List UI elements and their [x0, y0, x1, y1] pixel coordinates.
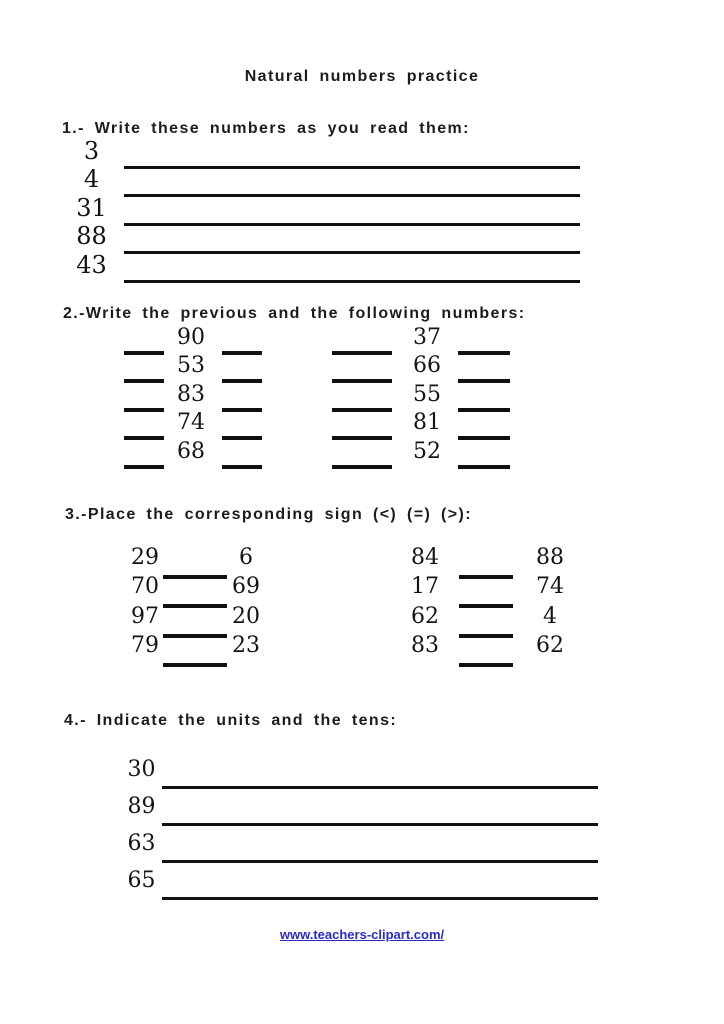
- units-tens-row: [124, 752, 598, 789]
- number-label: 74: [536, 574, 564, 600]
- number-label: 69: [232, 574, 260, 600]
- prev-next-row: [124, 355, 524, 384]
- following-line: [458, 408, 510, 412]
- sign-line: [163, 604, 227, 608]
- sign-line: [459, 634, 513, 638]
- read-number-row: [74, 193, 580, 228]
- number-label: 68: [177, 438, 205, 464]
- sign-line: [163, 575, 227, 579]
- number-label: 20: [232, 603, 260, 629]
- section-4-heading: 4.- Indicate the units and the tens:: [64, 712, 398, 729]
- following-line: [222, 465, 262, 469]
- answer-line: [162, 897, 598, 900]
- sign-line: [163, 634, 227, 638]
- previous-line: [124, 436, 164, 440]
- prev-next-row: [124, 412, 524, 441]
- following-line: [222, 408, 262, 412]
- following-line: [458, 351, 510, 355]
- number-label: 63: [127, 831, 156, 856]
- read-number-row: [74, 165, 580, 200]
- answer-line: [124, 251, 580, 254]
- number-label: 62: [411, 603, 439, 629]
- number-label: 23: [232, 633, 260, 659]
- number-label: 66: [413, 353, 441, 379]
- answer-line: [162, 786, 598, 789]
- read-number-row: [74, 136, 580, 171]
- prev-next-row: [124, 440, 524, 469]
- answer-line: [124, 194, 580, 197]
- compare-row: [123, 603, 583, 638]
- following-line: [222, 379, 262, 383]
- number-label: 84: [411, 544, 439, 570]
- answer-line: [162, 860, 598, 863]
- footer-link[interactable]: www.teachers-clipart.com/: [279, 927, 445, 942]
- number-label: 37: [413, 324, 441, 350]
- section-2-rows: [124, 326, 524, 469]
- previous-line: [124, 408, 164, 412]
- previous-line: [332, 436, 392, 440]
- number-label: 83: [177, 381, 205, 407]
- section-3-heading: 3.-Place the corresponding sign (<) (=) (>):: [65, 506, 472, 523]
- answer-line: [124, 280, 580, 283]
- previous-line: [332, 465, 392, 469]
- number-label: 97: [131, 603, 159, 629]
- number-label: 83: [411, 633, 439, 659]
- number-label: 3: [83, 136, 100, 165]
- number-label: 62: [536, 633, 564, 659]
- number-label: 81: [413, 410, 441, 436]
- number-label: 43: [76, 250, 107, 279]
- number-label: 55: [413, 381, 441, 407]
- following-line: [222, 351, 262, 355]
- number-label: 6: [239, 544, 253, 570]
- following-line: [458, 379, 510, 383]
- previous-line: [332, 408, 392, 412]
- previous-line: [124, 379, 164, 383]
- section-1-rows: [74, 136, 580, 285]
- number-label: 90: [177, 324, 205, 350]
- previous-line: [332, 379, 392, 383]
- answer-line: [124, 166, 580, 169]
- previous-line: [124, 465, 164, 469]
- number-label: 88: [76, 222, 107, 251]
- sign-line: [459, 663, 513, 667]
- number-label: 88: [536, 544, 564, 570]
- number-label: 4: [83, 165, 100, 194]
- number-label: 89: [127, 794, 156, 819]
- units-tens-row: [124, 789, 598, 826]
- previous-line: [124, 351, 164, 355]
- compare-row: [123, 544, 583, 579]
- section-4-rows: [124, 752, 598, 900]
- number-label: 53: [177, 353, 205, 379]
- answer-line: [162, 823, 598, 826]
- number-label: 52: [413, 438, 441, 464]
- following-line: [458, 465, 510, 469]
- following-line: [222, 436, 262, 440]
- sign-line: [459, 604, 513, 608]
- answer-line: [124, 223, 580, 226]
- number-label: 29: [131, 544, 159, 570]
- page-title: Natural numbers practice: [244, 68, 480, 85]
- number-label: 74: [177, 410, 205, 436]
- sign-line: [459, 575, 513, 579]
- number-label: 17: [411, 574, 439, 600]
- number-label: 65: [127, 868, 156, 893]
- read-number-row: [74, 250, 580, 285]
- read-number-row: [74, 222, 580, 257]
- number-label: 31: [76, 193, 107, 222]
- prev-next-row: [124, 383, 524, 412]
- number-label: 4: [543, 603, 557, 629]
- section-2-heading: 2.-Write the previous and the following numbers:: [63, 305, 526, 322]
- units-tens-row: [124, 826, 598, 863]
- previous-line: [332, 351, 392, 355]
- sign-line: [163, 663, 227, 667]
- compare-row: [123, 574, 583, 609]
- number-label: 30: [127, 757, 156, 782]
- section-1-heading: 1.- Write these numbers as you read them:: [62, 120, 470, 137]
- units-tens-row: [124, 863, 598, 900]
- section-3-rows: [123, 544, 583, 667]
- compare-row: [123, 633, 583, 668]
- prev-next-row: [124, 326, 524, 355]
- number-label: 70: [131, 574, 159, 600]
- following-line: [458, 436, 510, 440]
- footer: [0, 926, 724, 944]
- number-label: 79: [131, 633, 159, 659]
